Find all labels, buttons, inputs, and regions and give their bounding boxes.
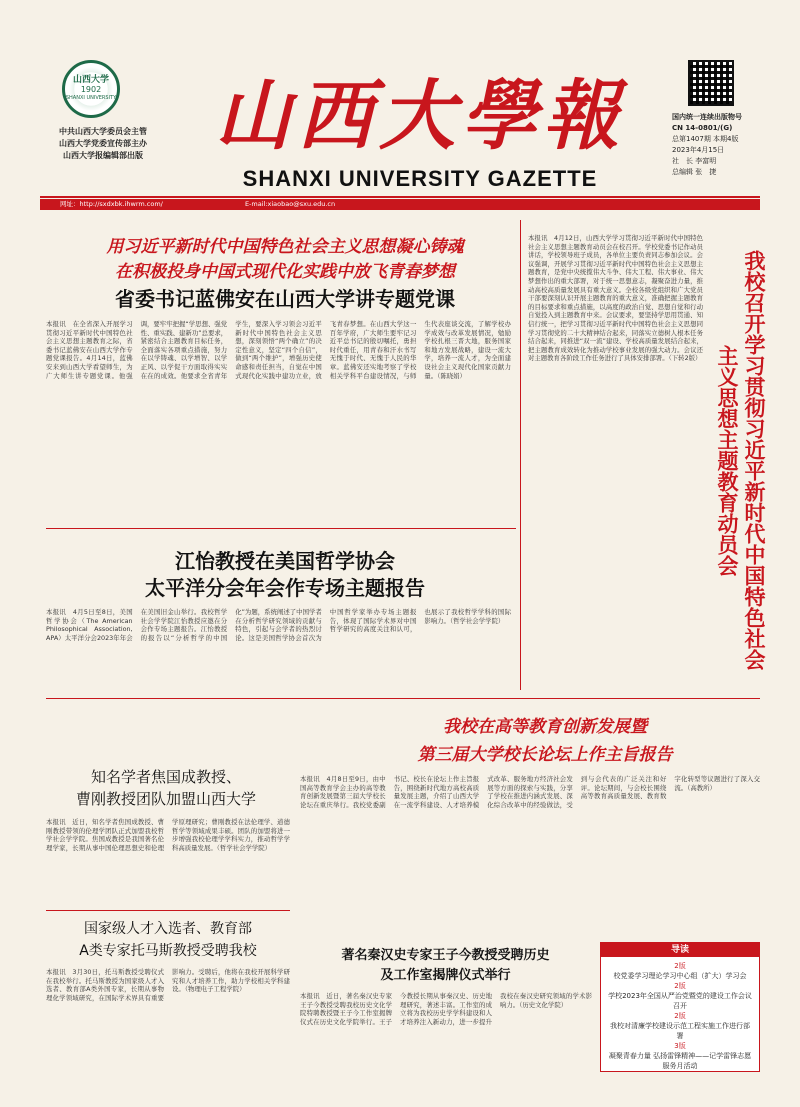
art3-body: 本报讯 4月8日至9日，由中国高等教育学会主办的高等教育创新发展暨第三届大学校长论坛在重庆举行。我校党委副书记、校长在论坛上作主旨报告，围绕新时代地方高校高质量发展主题，介绍了山西大学在一流学科建设、人才培养模式改革、服务地方经济社会发展等方面的探索与实践，分享了学校在推进内涵式发展、深化综合改革中的经验做法，受到与会代表的广泛关注和好评。论坛期间，与会校长围绕高等教育高质量发展、教育数字化转型等议题进行了深入交流。（高教所）: [300, 775, 760, 809]
guide-page: 2版: [674, 962, 686, 970]
contact-bar: [40, 199, 760, 210]
sponsor-line: 山西大学党委宣传部主办: [59, 139, 147, 148]
issue-line: 社 长 李富明: [672, 157, 717, 165]
art3-title-2: 第三届大学校长论坛上作主旨报告: [417, 745, 673, 765]
art4-body: 本报讯 近日，知名学者焦国成教授、曹刚教授带领的伦理学团队正式加盟我校哲学社会学学院。焦国成教授是我国著名伦理学家，长期从事中国伦理思想史和伦理学原理研究；曹刚教授在法伦理学、道德哲学等领域成果丰硕。团队的加盟将进一步增强我校伦理学学科实力，推动哲学学科高质量发展。（哲学社会学学院）: [46, 818, 290, 852]
guide-box: [600, 942, 760, 1072]
guide-header: 导读: [601, 943, 759, 957]
art3-title-1: 我校在高等教育创新发展暨: [443, 717, 647, 737]
website-link[interactable]: 网址：http://sxdxbk.ihwrm.com/: [60, 200, 163, 208]
right-title: 我校召开学习贯彻习近平新时代中国特色社会主义思想主题教育动员会: [715, 250, 767, 670]
section-rule: [46, 528, 516, 529]
art6-body: 本报讯 近日，著名秦汉史专家王子今教授受聘我校历史文化学院特聘教授暨王子今工作室揭牌仪式在历史文化学院举行。王子今教授长期从事秦汉史、历史地理研究，著述丰富。工作室的成立将为我校历史学学科建设和人才培养注入新动力，进一步提升我校在秦汉史研究领域的学术影响力。（历史文化学院）: [300, 992, 592, 1026]
art5-title-2: A类专家托马斯教授受聘我校: [79, 943, 257, 959]
art2-body: 本报讯 4月5日至8日，美国哲学协会（The American Philosophical Association, APA）太平洋分会2023年年会在美国旧金山举行。我校哲学社会学学院江怡教授应邀在分会作专场主题报告。江怡教授的报告以“分析哲学的中国化”为题，系统阐述了中国学者在分析哲学研究领域的贡献与特色，引起与会学者的热烈讨论。这是美国哲学协会首次为中国哲学家举办专场主题报告，体现了国际学术界对中国哲学研究的高度关注和认可，也展示了我校哲学学科的国际影响力。（哲学社会学学院）: [46, 608, 511, 642]
seal-bottom-text: SHANXI UNIVERSITY: [65, 94, 117, 101]
newspaper-logo: 山西大學報: [215, 71, 625, 160]
art2-title-1: 江怡教授在美国哲学协会: [175, 549, 395, 573]
issue-line: 总第1407期 本期4版: [672, 135, 739, 143]
issue-info: [672, 112, 772, 178]
lead-subtitle-2: 在积极投身中国式现代化实践中放飞青春梦想: [115, 262, 455, 282]
section-rule: [46, 698, 760, 699]
lead-title: 省委书记蓝佛安在山西大学讲专题党课: [115, 287, 455, 311]
art5-body: 本报讯 3月30日，托马斯教授受聘仪式在我校举行。托马斯教授为国家级人才入选者、教育部A类外国专家，长期从事物理化学领域研究，在国际学术界具有重要影响力。受聘后，他将在我校开展科学研究和人才培养工作，助力学校相关学科建设。（物理电子工程学院）: [46, 968, 290, 1002]
issue-line: 2023年4月15日: [672, 146, 725, 154]
column-rule: [520, 220, 521, 690]
issue-line: CN 14-0801/(G): [672, 124, 733, 132]
guide-item[interactable]: 我校对清廉学校建设示范工程实施工作进行部署: [610, 1022, 750, 1040]
university-seal: [62, 60, 120, 118]
guide-item[interactable]: 校党委学习理论学习中心组（扩大）学习会: [613, 972, 747, 980]
email-link[interactable]: E-mail:xiaobao@sxu.edu.cn: [244, 200, 336, 208]
art4-title-1: 知名学者焦国成教授、: [90, 768, 241, 786]
art5-title-1: 国家级人才入选者、教育部: [84, 921, 252, 937]
art2-title-2: 太平洋分会年会作专场主题报告: [145, 576, 425, 600]
guide-item[interactable]: 凝聚青春力量 弘扬雷锋精神——记学雷锋志愿服务月活动: [608, 1052, 752, 1070]
lead-body: 本报讯 在全省深入开展学习贯彻习近平新时代中国特色社会主义思想主题教育之际，省委书记蓝佛安在山西大学作专题党课报告。4月14日，蓝佛安来到山西大学看望师生，为广大师生讲专题党课。他强调，要牢牢把握“学思想、强党性、重实践、建新功”总要求，紧密结合主题教育目标任务，全面落实各项重点措施，努力在以学铸魂、以学增智、以学正风、以学促干方面取得实实在在的成效。他要求全省青年学生，要深入学习领会习近平新时代中国特色社会主义思想，深刻领悟“两个确立”的决定性意义，坚定“四个自信”，做到“两个维护”，增强历史使命感和责任担当，自觉在中国式现代化实践中建功立业，放飞青春梦想。在山西大学这一百年学府，广大师生要牢记习近平总书记的殷切嘱托，勇担时代重任，用青春和汗水书写无愧于时代、无愧于人民的华章。蓝佛安还实地考察了学校相关学科平台建设情况，与师生代表座谈交流，了解学校办学成效与改革发展情况，勉励学校扎根三晋大地，服务国家和地方发展战略，建设一流大学，培养一流人才，为全面建设社会主义现代化国家贡献力量。（陈晓娟）: [46, 320, 511, 380]
sponsor-line: 中共山西大学委员会主管: [59, 127, 147, 136]
lead-subtitle-1: 用习近平新时代中国特色社会主义思想凝心铸魂: [106, 237, 464, 257]
right-body: 本报讯 4月12日，山西大学学习贯彻习近平新时代中国特色社会主义思想主题教育动员会在校召开。学校党委书记作动员讲话，学校领导班子成员，各单位主要负责同志参加会议。会议强调，开展学习贯彻习近平新时代中国特色社会主义思想主题教育，是党中央统揽伟大斗争、伟大工程、伟大事业、伟大梦想作出的重大部署，对于统一思想意志，凝聚奋进力量，推动高校高质量发展具有重大意义。全校各级党组织和广大党员干部要深刻认识开展主题教育的重大意义，准确把握主题教育的目标要求和重点措施，以高度的政治自觉、思想自觉和行动自觉投入到主题教育中来。会议要求，要坚持学思用贯通、知信行统一，把学习贯彻习近平新时代中国特色社会主义思想同学习贯彻党的二十大精神结合起来，同落实立德树人根本任务结合起来，同推进“双一流”建设、学校高质量发展结合起来，把主题教育成效转化为推动学校事业发展的强大动力。会议还对主题教育各阶段工作任务进行了具体安排部署。（下转2版）: [528, 234, 703, 363]
qr-code-icon: [688, 60, 734, 106]
guide-page: 2版: [674, 982, 686, 990]
guide-page: 2版: [674, 1012, 686, 1020]
seal-top-text: 山西大学: [72, 74, 109, 85]
art6-title-1: 著名秦汉史专家王子今教授受聘历史: [341, 948, 550, 963]
newspaper-english-title: SHANXI UNIVERSITY GAZETTE: [242, 166, 598, 191]
guide-page: 3版: [674, 1042, 686, 1050]
masthead-divider: [40, 196, 760, 198]
section-rule: [46, 910, 290, 911]
art6-title-2: 及工作室揭牌仪式举行: [380, 968, 511, 983]
issue-line: 总编辑 张 捷: [672, 168, 717, 176]
art4-title-2: 曹刚教授团队加盟山西大学: [75, 790, 256, 808]
sponsor-list: [48, 126, 158, 162]
sponsor-line: 山西大学报编辑部出版: [63, 151, 143, 160]
guide-item[interactable]: 学校2023年全国从严治党暨党的建设工作会议召开: [608, 992, 752, 1010]
issue-line: 国内统一连续出版物号: [672, 113, 742, 121]
seal-year: 1902: [80, 84, 102, 94]
